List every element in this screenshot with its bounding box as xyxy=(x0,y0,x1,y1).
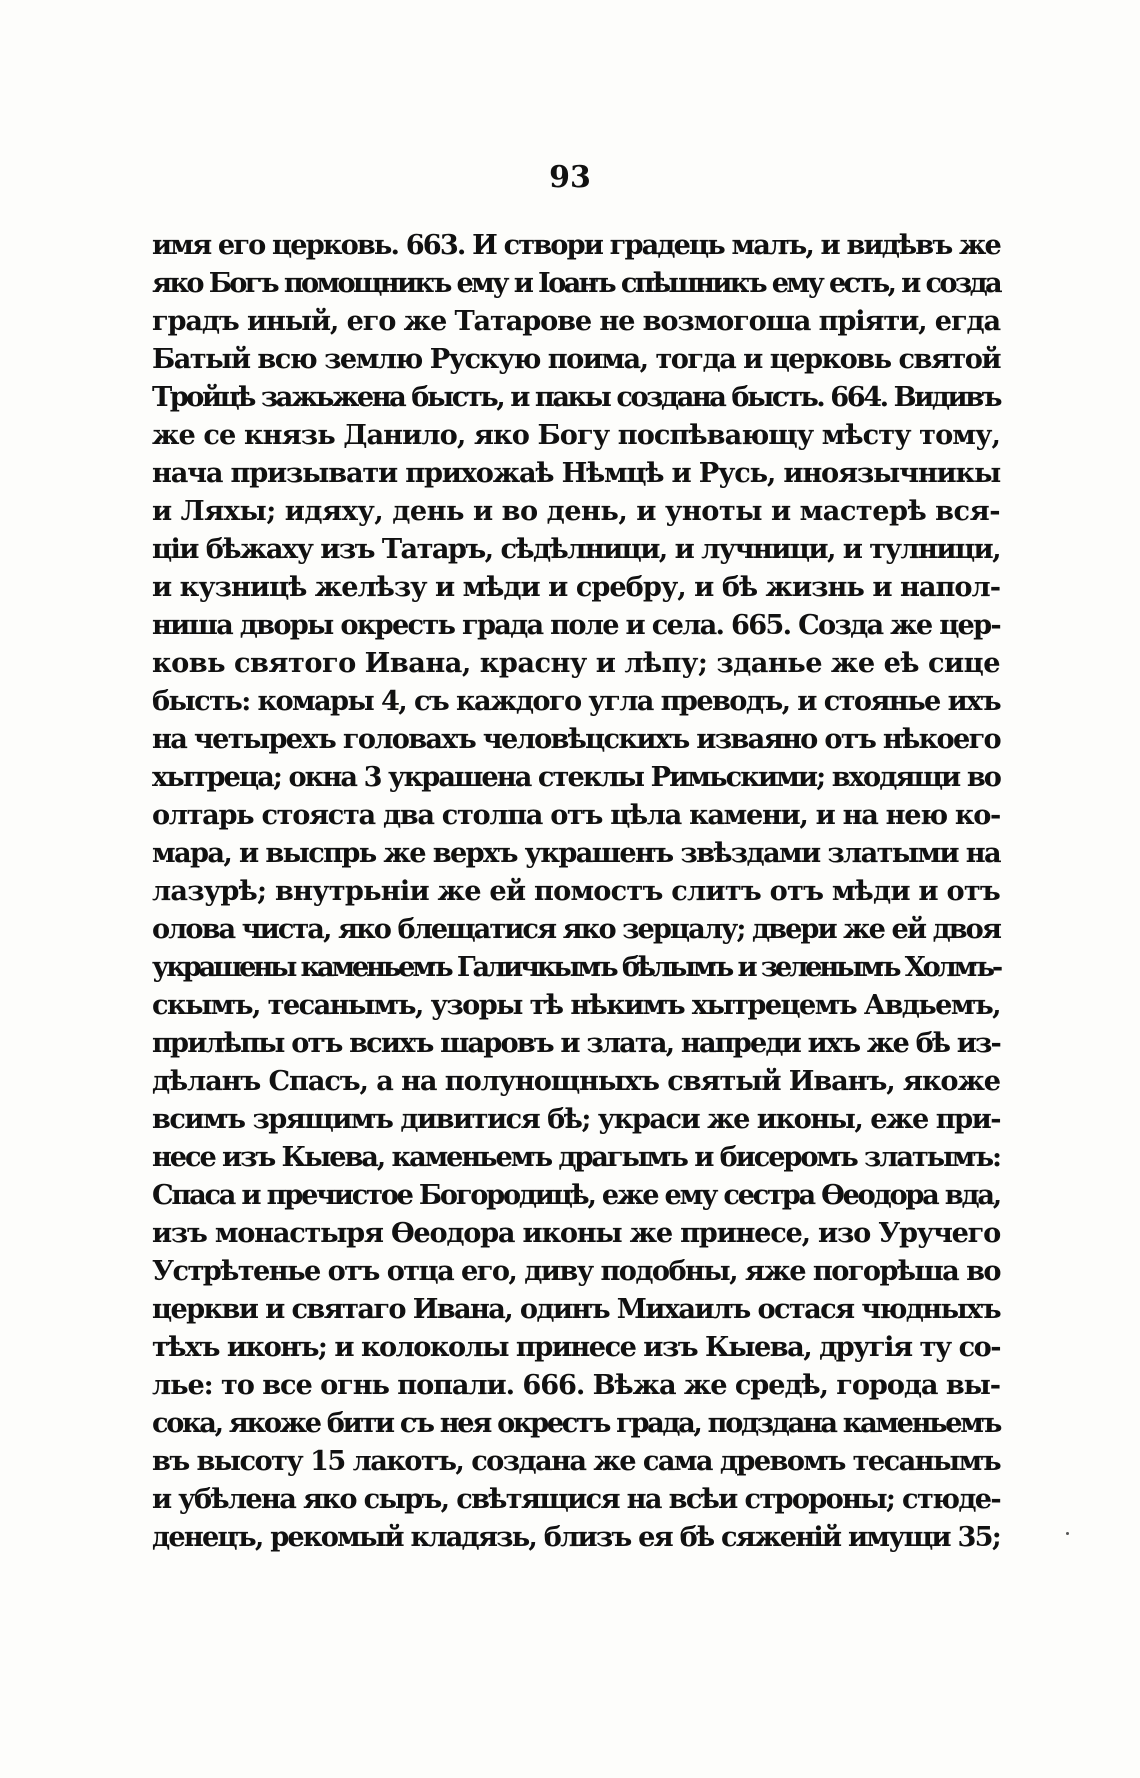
text-line: ковь святого Ивана, красну и лѣпу; зданье же еѣ сице xyxy=(152,647,1000,679)
text-line: тѣхъ иконъ; и колоколы принесе изъ Кыева, другія ту со- xyxy=(152,1331,1000,1363)
text-line: въ высоту 15 лакотъ, создана же сама древомъ тесанымъ xyxy=(152,1445,1000,1477)
ink-speck xyxy=(1066,1532,1069,1535)
text-line: и кузницѣ желѣзу и мѣди и сребру, и бѣ жизнь и напол- xyxy=(152,571,1000,603)
text-line: нача призывати прихожаѣ Нѣмцѣ и Русь, иноязычникы xyxy=(152,457,1000,489)
text-line: изъ монастыря Ѳеодора иконы же принесе, изо Уручего xyxy=(152,1217,1000,1249)
text-line: лье: то все огнь попали. 666. Вѣжа же средѣ, города вы- xyxy=(152,1369,1000,1401)
text-line: же се князь Данило, яко Богу поспѣвающу мѣсту тому, xyxy=(152,419,1000,451)
text-line: церкви и святаго Ивана, одинъ Михаилъ остася чюдныхъ xyxy=(152,1293,1000,1325)
text-line: скымъ, тесанымъ, узоры тѣ нѣкимъ хытрецемъ Авдьемъ, xyxy=(152,989,1000,1021)
text-line: имя его церковь. 663. И створи градець малъ, и видѣвъ же xyxy=(152,229,1000,261)
text-line: олова чиста, яко блещатися яко зерцалу; двери же ей двоя xyxy=(152,913,1000,945)
text-line: и Ляхы; идяху, день и во день, и уноты и мастерѣ вся- xyxy=(152,495,1000,527)
text-line: олтарь стояста два столпа отъ цѣла камени, и на нею ко- xyxy=(152,799,1000,831)
page-number: 93 xyxy=(549,160,591,195)
text-line: Батый всю землю Рускую поима, тогда и церковь святой xyxy=(152,343,1000,375)
text-line: денецъ, рекомый кладязь, близъ ея бѣ сяженій имущи 35; xyxy=(152,1521,1000,1553)
text-line: украшены каменьемъ Галичкымъ бѣлымъ и зеленымъ Холмъ- xyxy=(152,951,1000,983)
text-line: всимъ зрящимъ дивитися бѣ; украси же иконы, еже при- xyxy=(152,1103,1001,1135)
text-line: Тройцѣ зажьжена бысть, и пакы создана бысть. 664. Видивъ xyxy=(152,381,1000,413)
text-line: ціи бѣжаху изъ Татаръ, сѣдѣлници, и лучници, и тулници, xyxy=(152,533,1000,565)
text-line: дѣланъ Спасъ, а на полунощныхъ святый Иванъ, якоже xyxy=(152,1065,1000,1097)
body-text xyxy=(152,226,1000,1556)
text-line: несе изъ Кыева, каменьемъ драгымъ и бисеромъ златымъ: xyxy=(152,1141,1000,1173)
text-line: Устрѣтенье отъ отца его, диву подобны, яже погорѣша во xyxy=(152,1255,1000,1287)
text-line: прилѣпы отъ всихъ шаровъ и злата, напреди ихъ же бѣ из- xyxy=(152,1027,1000,1059)
text-line: яко Богъ помощникъ ему и Іоанъ спѣшникъ ему есть, и созда xyxy=(152,267,1000,299)
text-line: лазурѣ; внутрьніи же ей помостъ слитъ отъ мѣди и отъ xyxy=(152,875,1000,907)
text-line: хытреца; окна 3 украшена стеклы Римьскими; входящи во xyxy=(152,761,1000,793)
text-line: мара, и выспрь же верхъ украшенъ звѣздами златыми на xyxy=(152,837,1000,869)
text-line: сока, якоже бити съ нея окрестъ града, подздана каменьемъ xyxy=(152,1407,1000,1439)
text-line: и убѣлена яко сыръ, свѣтящися на всѣи стророны; стюде- xyxy=(152,1483,1000,1515)
text-line: на четырехъ головахъ человѣцскихъ изваяно отъ нѣкоего xyxy=(152,723,1000,755)
text-line: ниша дворы окресть града поле и села. 665. Созда же цер- xyxy=(152,609,1000,641)
text-line: градъ иный, его же Татарове не возмогоша пріяти, егда xyxy=(152,305,1000,337)
text-line: бысть: комары 4, съ каждого угла преводъ, и стоянье ихъ xyxy=(152,685,1000,717)
text-line: Спаса и пречистое Богородицѣ, еже ему сестра Ѳеодора вда, xyxy=(152,1179,1000,1211)
